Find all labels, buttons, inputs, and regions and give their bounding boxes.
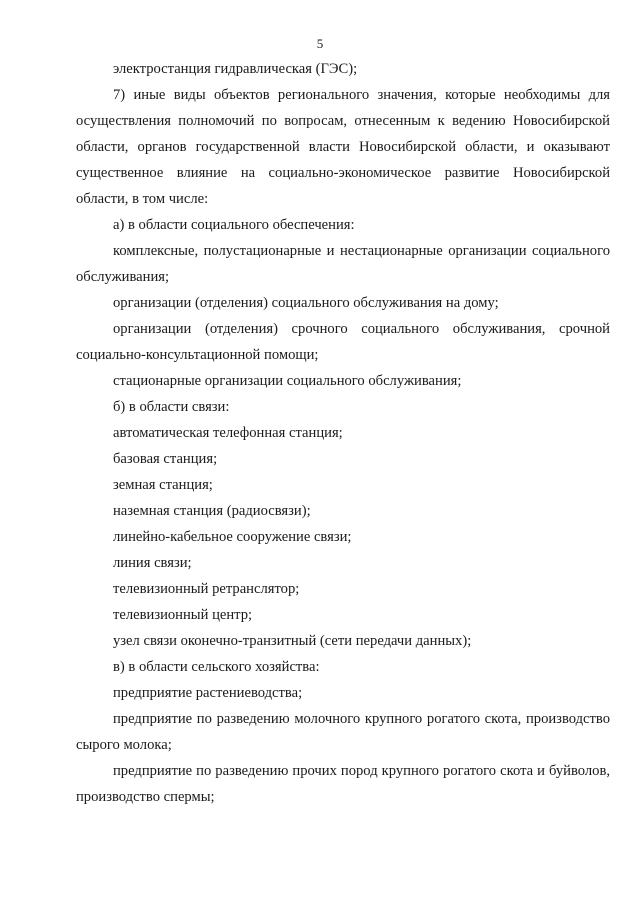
paragraph: 7) иные виды объектов регионального значения, которые необходимы для осуществления полномочий по вопросам, отнесенным к ведению Новосибирской области, органов государственной власти Новосибирской области, и оказывают существенное влияние на социально-экономическое развитие Новосибирской области, в том числе: (76, 87, 610, 207)
list-item: земная станция; (113, 477, 213, 493)
list-item: электростанция гидравлическая (ГЭС); (113, 61, 358, 77)
list-item: организации (отделения) срочного социального обслуживания, срочной социально-консультационной помощи; (76, 321, 610, 363)
list-item: наземная станция (радиосвязи); (113, 503, 311, 519)
list-item: предприятие по разведению прочих пород крупного рогатого скота и буйволов, производство спермы; (76, 763, 610, 805)
section-heading: в) в области сельского хозяйства: (113, 659, 320, 675)
section-heading: а) в области социального обеспечения: (113, 217, 355, 233)
document-body (76, 56, 610, 810)
list-item: комплексные, полустационарные и нестационарные организации социального обслуживания; (76, 243, 610, 285)
list-item: узел связи оконечно-транзитный (сети передачи данных); (113, 633, 472, 649)
list-item: телевизионный ретранслятор; (113, 581, 300, 597)
list-item: линия связи; (113, 555, 192, 571)
list-item: стационарные организации социального обслуживания; (113, 373, 462, 389)
list-item: базовая станция; (113, 451, 218, 467)
list-item: организации (отделения) социального обслуживания на дому; (113, 295, 499, 311)
list-item: предприятие растениеводства; (113, 685, 303, 701)
page-number: 5 (316, 36, 324, 51)
list-item: автоматическая телефонная станция; (113, 425, 343, 441)
section-heading: б) в области связи: (113, 399, 230, 415)
list-item: линейно-кабельное сооружение связи; (113, 529, 352, 545)
list-item: предприятие по разведению молочного крупного рогатого скота, производство сырого молока; (76, 711, 610, 753)
list-item: телевизионный центр; (113, 607, 253, 623)
